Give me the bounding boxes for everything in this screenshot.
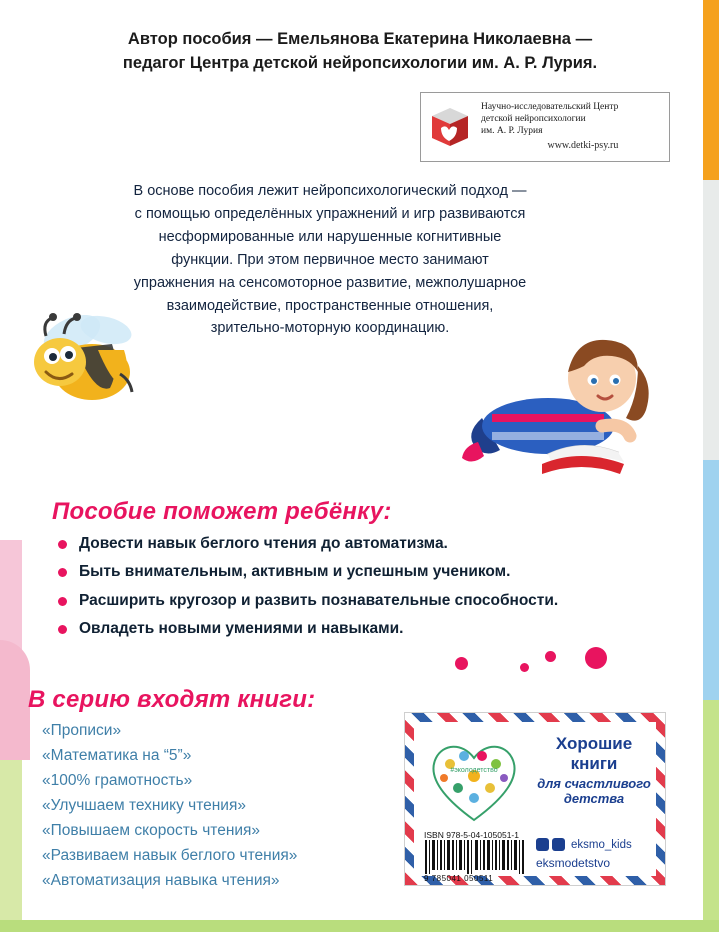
- instagram-icon: [552, 838, 565, 851]
- svg-text:#эколодетство: #эколодетство: [450, 767, 498, 774]
- logo-line1: Научно-исследовательский Центр: [481, 101, 619, 112]
- bullet-dot-icon: [58, 597, 67, 606]
- logo-text-block: [481, 101, 618, 153]
- dot: [455, 657, 468, 670]
- bullet-dot-icon: [58, 568, 67, 577]
- list-item-label: Расширить кругозор и развить познавательные способности.: [79, 591, 559, 609]
- barcode-image: [424, 840, 528, 874]
- list-item: «Математика на “5”»: [42, 747, 192, 764]
- girl-reading-illustration: [452, 322, 682, 492]
- social-row-vk[interactable]: [536, 838, 632, 851]
- list-item: «Развиваем навык беглого чтения»: [42, 847, 298, 864]
- publisher-site: eksmodetstvo: [536, 856, 611, 870]
- benefits-title: Пособие поможет ребёнку:: [52, 498, 392, 525]
- logo-website: www.detki-psy.ru: [547, 140, 619, 152]
- list-item: [58, 562, 658, 581]
- benefits-list: [58, 534, 658, 648]
- barcode-number: 9 785041 050511: [424, 874, 494, 883]
- social-handle: eksmo_kids: [571, 838, 632, 851]
- series-title: В серию входят книги:: [28, 686, 316, 713]
- dot: [585, 647, 607, 669]
- list-item: [58, 591, 658, 610]
- decorative-dots: [455, 645, 655, 685]
- list-item-label: Быть внимательным, активным и успешным учеником.: [79, 563, 511, 581]
- author-header-line2: педагог Центра детской нейропсихологии им. А. Р. Лурия.: [122, 53, 598, 72]
- isbn-text: ISBN 978-5-04-105051-1: [424, 830, 519, 840]
- list-item: [58, 534, 658, 553]
- publisher-card-inner: [414, 722, 656, 883]
- card-title-block: [532, 734, 656, 806]
- cube-icon: [427, 104, 473, 150]
- list-item: «Прописи»: [42, 722, 122, 739]
- list-item-label: Довести навык беглого чтения до автоматизма.: [79, 535, 448, 552]
- bee-illustration: [20, 300, 150, 420]
- series-list: [42, 722, 422, 897]
- left-edge-decoration: [0, 0, 22, 932]
- list-item: «Повышаем скорость чтения»: [42, 822, 261, 839]
- card-title-line2: книги: [570, 754, 618, 773]
- list-item: «Автоматизация навыка чтения»: [42, 872, 280, 889]
- logo-line2: детской нейропсихологии: [481, 114, 586, 125]
- dot: [520, 663, 529, 672]
- card-title-line3: для счастливого: [537, 776, 651, 791]
- logo-line3: им. А. Р. Лурия: [481, 126, 543, 137]
- list-item-label: Овладеть новыми умениями и навыками.: [79, 620, 404, 638]
- vk-icon: [536, 838, 549, 851]
- pink-corner-decoration: [0, 640, 30, 760]
- right-edge-decoration: [703, 0, 719, 932]
- social-links: [536, 838, 632, 870]
- list-item: [58, 619, 658, 638]
- author-header: [40, 28, 680, 76]
- card-title-line1: Хорошие: [555, 734, 633, 753]
- bullet-dot-icon: [58, 625, 67, 634]
- card-title-line4: детства: [563, 791, 625, 806]
- author-header-line1: Автор пособия — Емельянова Екатерина Николаевна —: [127, 30, 593, 48]
- list-item: «Улучшаем технику чтения»: [42, 797, 246, 814]
- bottom-green-band: [0, 920, 719, 932]
- publisher-card: [404, 712, 666, 886]
- eco-heart-logo: [424, 732, 524, 824]
- list-item: «100% грамотность»: [42, 772, 193, 789]
- dot: [545, 651, 556, 662]
- cloud-description-text: В основе пособия лежит нейропсихологический подход — с помощью определённых упражнений и игр развиваются несформированные или нарушенные когнитивные функции. При этом первичное место занимают упражнения на сенсомоторное развитие, межполушарное взаимодействие, пространственные отношения, зрительно-моторную координацию.: [133, 183, 527, 337]
- bullet-dot-icon: [58, 540, 67, 549]
